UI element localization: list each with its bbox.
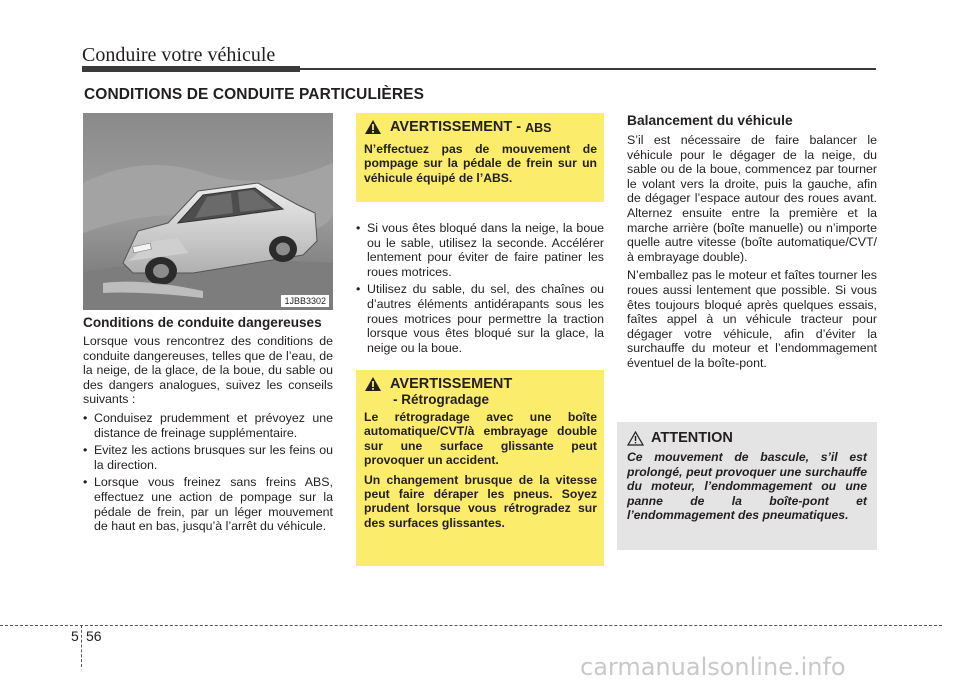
- warning-triangle-icon: [364, 119, 382, 135]
- warning-abs-body: N’effectuez pas de mouvement de pompage sur la pédale de frein sur un véhicule équipé de l’ABS.: [364, 142, 597, 185]
- list-item: • Evitez les actions brusques sur les feins ou la direction.: [83, 443, 333, 472]
- warning-downshift-subtitle: - Rétrogradage: [393, 392, 490, 407]
- footer-rule: [0, 625, 942, 626]
- warning-abs-title-suffix: ABS: [525, 121, 552, 135]
- dangerous-conditions-heading: Conditions de conduite dangereuses: [83, 315, 322, 330]
- attention-body: Ce mouvement de bascule, s’il est prolongé, peut provoquer une surchauffe du moteur, l’endommagement ou une panne de la boîte-pont et l’endommagement des pneumatiques.: [627, 450, 867, 523]
- rocking-heading: Balancement du véhicule: [627, 113, 793, 128]
- figure-label: 1JBB3302: [281, 295, 329, 307]
- chapter-number: 5: [71, 628, 79, 644]
- warning-downshift-body: [364, 410, 597, 530]
- warning-downshift-title: AVERTISSEMENT: [390, 376, 513, 392]
- warning-abs-box: [356, 113, 604, 202]
- attention-title: ATTENTION: [651, 430, 733, 446]
- warning-downshift-para-1: Le rétrogradage avec une boîte automatique/CVT/à embrayage double sur une surface glissante peut provoquer un accident.: [364, 410, 597, 468]
- car-illustration-icon: [83, 113, 333, 310]
- middle-column: [356, 221, 604, 358]
- watermark: carmanualsonline.info: [580, 653, 846, 681]
- page-number: 56: [86, 628, 102, 644]
- header-rule-thin: [300, 68, 876, 70]
- dangerous-conditions-intro: Lorsque vous rencontrez des conditions de conduite dangereuses, telles que de l’eau, de la neige, de la glace, de la boue, du sable ou des dangers analogues, suivez les conseils suivants :: [83, 334, 333, 407]
- car-illustration: [83, 113, 333, 310]
- header-rule-thick: [82, 66, 300, 72]
- rocking-para-2: N’emballez pas le moteur et faîtes tourner les roues aussi lentement que possible. Si vous êtes toujours bloqué après quelques essais, faîtes appel à un véhicule tracteur pour dégager votre véhicule, afin d’éviter la surchauffe du moteur et l’endommagement éventuel de la boîte-pont.: [627, 268, 877, 370]
- dangerous-conditions-list: [83, 411, 333, 534]
- list-item: • Utilisez du sable, du sel, des chaînes ou d’autres éléments antidérapants sous les roues motrices pour permettre la traction lorsque vous êtes bloqué sur la glace, la neige ou la boue.: [356, 282, 604, 355]
- footer-divider: [81, 625, 82, 667]
- warning-abs-header: [364, 119, 597, 136]
- warning-downshift-box: [356, 370, 604, 566]
- stuck-vehicle-list: [356, 221, 604, 355]
- warning-abs-title: AVERTISSEMENT -: [390, 119, 522, 135]
- warning-downshift-para-2: Un changement brusque de la vitesse peut faire déraper les pneus. Soyez prudent lorsque vous rétrogradez sur des surfaces glissantes.: [364, 472, 597, 530]
- attention-box: [617, 422, 877, 550]
- list-item: • Conduisez prudemment et prévoyez une distance de freinage supplémentaire.: [83, 411, 333, 440]
- attention-header: [627, 430, 867, 446]
- list-item: • Si vous êtes bloqué dans la neige, la boue ou le sable, utilisez la seconde. Accélérer lentement pour éviter de faire patiner les roues motrices.: [356, 221, 604, 279]
- list-item: • Lorsque vous freinez sans freins ABS, effectuez une action de pompage sur la pédale de frein, par un léger mouvement de haut en bas, jusqu’à l’arrêt du véhicule.: [83, 475, 333, 533]
- section-title: CONDITIONS DE CONDUITE PARTICULIÈRES: [84, 86, 425, 103]
- left-column: [83, 315, 333, 537]
- right-column: [627, 113, 877, 375]
- caution-triangle-icon: [627, 431, 644, 446]
- rocking-para-1: S’il est nécessaire de faire balancer le véhicule pour le dégager de la neige, du sable ou de la boue, commencez par tourner le volant vers la droite, puis la gauche, afin de dégager l’espace autour des roues avant. Alternez ensuite entre la première et la marche arrière (boîte manuelle) ou n’importe quelle autre vitesse (boîte automatique/CVT/à embrayage double).: [627, 133, 877, 264]
- warning-downshift-header: [364, 376, 597, 408]
- warning-triangle-icon: [364, 376, 382, 392]
- chapter-title: Conduire votre véhicule: [82, 44, 276, 66]
